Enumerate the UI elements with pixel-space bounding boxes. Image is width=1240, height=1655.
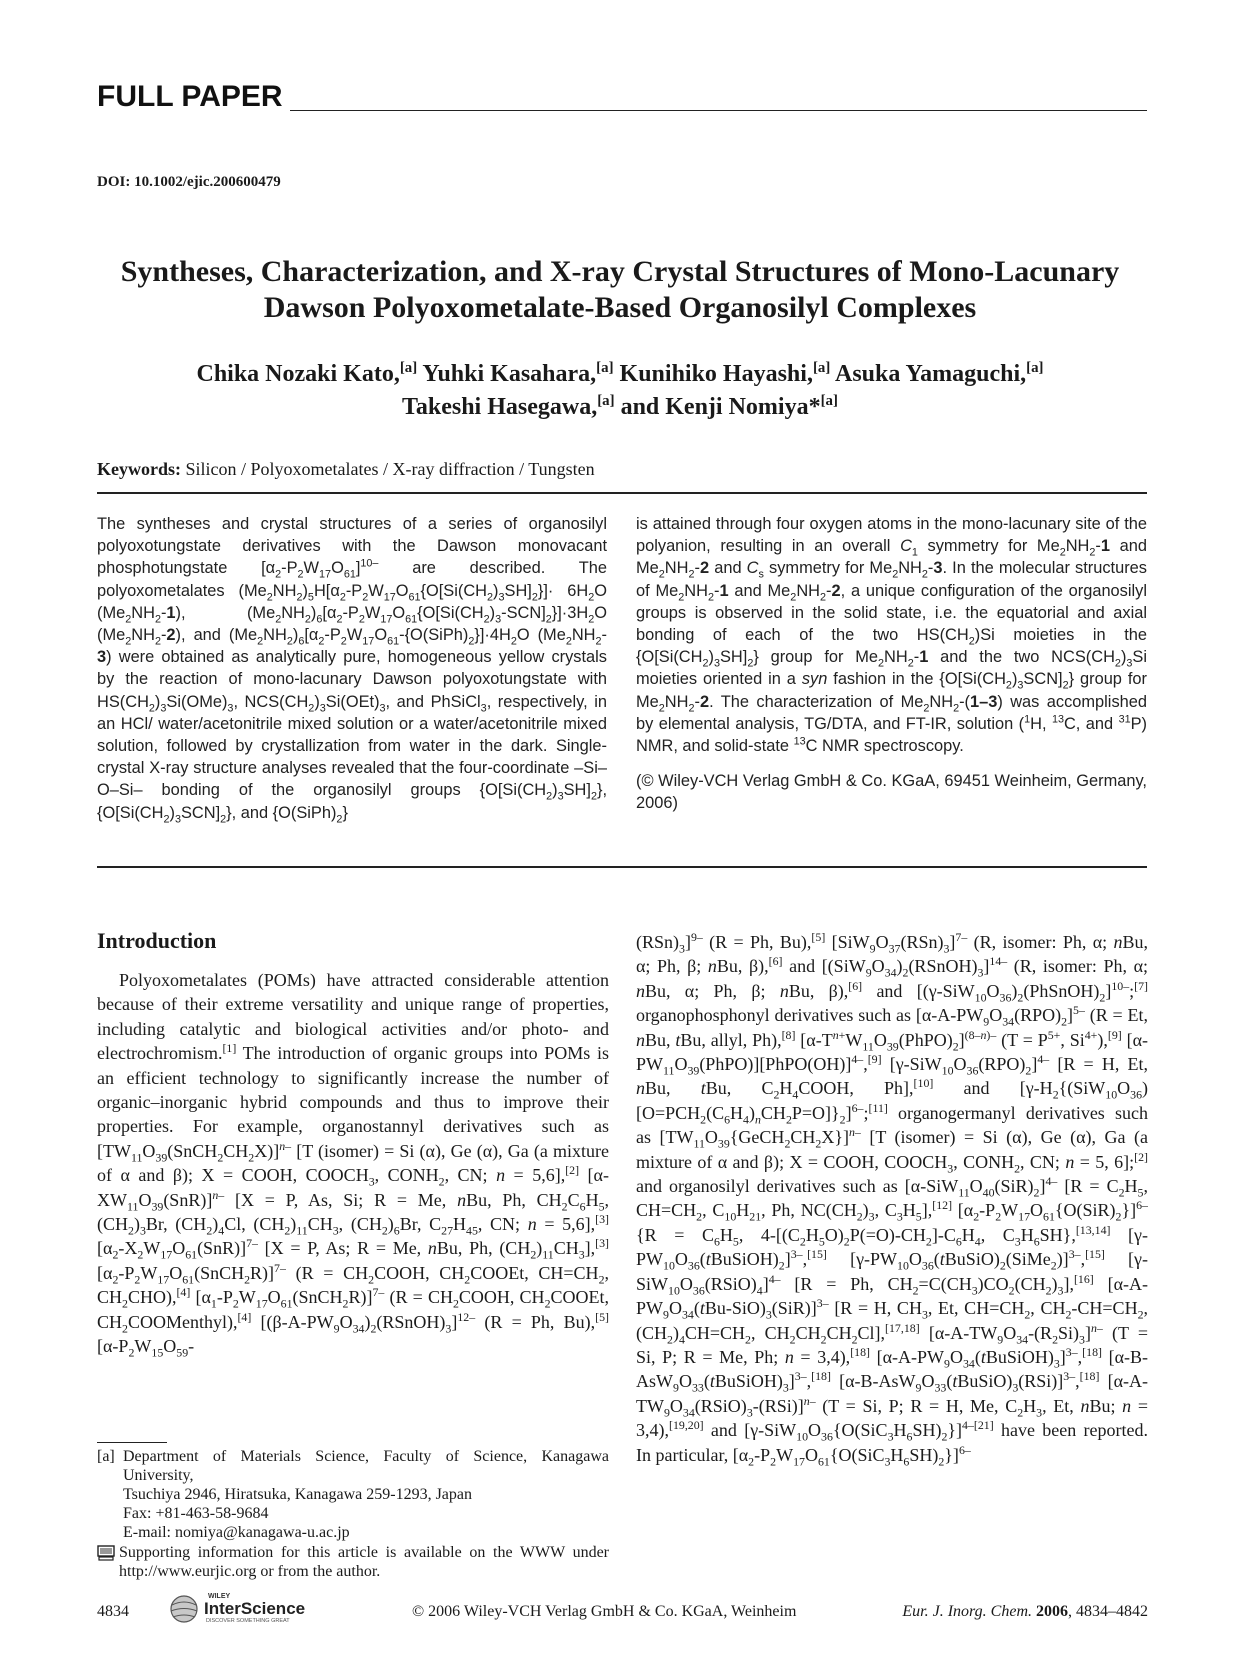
intro-right-column bbox=[636, 930, 1148, 1467]
journal-pages: , 4834–4842 bbox=[1068, 1603, 1148, 1620]
section-heading: Introduction bbox=[97, 928, 217, 953]
abstract-right-column bbox=[636, 513, 1147, 815]
keywords-value: Silicon / Polyoxometalates / X-ray diffraction / Tungsten bbox=[185, 459, 595, 479]
footnote-affiliation: Department of Materials Science, Faculty of Science, Kanagawa University, bbox=[123, 1448, 609, 1484]
article-title bbox=[80, 254, 1160, 326]
affiliation-mark: [a] bbox=[812, 360, 831, 376]
author-name: Yuhki Kasahara, bbox=[422, 361, 597, 387]
journal-citation bbox=[888, 1603, 1148, 1621]
affiliation-mark: [a] bbox=[820, 393, 838, 409]
section-label: FULL PAPER bbox=[97, 80, 283, 113]
svg-text:DISCOVER SOMETHING GREAT: DISCOVER SOMETHING GREAT bbox=[206, 1618, 290, 1624]
author-name: Chika Nozaki Kato, bbox=[196, 361, 400, 387]
abstract-copyright: (© Wiley-VCH Verlag GmbH & Co. KGaA, 69451 Weinheim, Germany, 2006) bbox=[636, 772, 1147, 813]
affiliation-mark: [a] bbox=[597, 393, 615, 409]
supporting-info bbox=[97, 1543, 609, 1581]
author-name: Takeshi Hasegawa, bbox=[402, 394, 598, 420]
doi: DOI: 10.1002/ejic.200600479 bbox=[97, 174, 281, 190]
footnote-rule bbox=[97, 1442, 167, 1443]
supporting-info-text: Supporting information for this article is available on the WWW under http://www.eurjic.org or from the author. bbox=[119, 1544, 609, 1580]
abstract-left-column bbox=[97, 513, 607, 824]
header-rule bbox=[290, 110, 1147, 111]
body-paragraph: $(RSn)_3]^{9-}$ (R = Ph, Bu),[5] $[SiW_9O_{37}(RSn)_3]^{7-}$ (R, isomer: Ph, α; nBu, α; Ph, β; nBu, β),[6] and $[(SiW_9O_{34})_2(RSnOH)_3]^{14-}$ (R, isomer: Ph, α; nBu, α; Ph, β; nBu, β),[6] and $[(\gamma-SiW_{10}O_{36})_2(PhSnOH)_2]^{10-};[7]$ organophosphonyl derivatives such as $[\alpha-A-PW_9O_{34}(RPO)_2]^{5-}$ (R = Et, nBu, tBu, allyl, Ph),[8] $[\alpha-T^{n+}W_{11}O_{39}(PhPO)_2]^{(8-n)-}$ ($T = P^{5+}$, $Si^{4+}),[9]$ $[\alpha-PW_{11}O_{39}(PhPO)][PhPO(OH)]^{4-},[9]$ $[\gamma-SiW_{10}O_{36}(RPO)_2]^{4-}$ [R = H, Et, nBu, tBu, $C_2H_4COOH$, Ph],[10] and $[\gamma-H_2\{(SiW_{10}O_{36})[O=PCH_2(C_6H_4)_nCH_2P=O]\}_2]^{6-};[11]$ organogermanyl derivatives such as $[TW_{11}O_{39}\{GeCH_2CH_2X\}]^{n-}$ [T (isomer) = Si (α), Ge (α), Ga (a mixture of α and β); X = COOH, $COOCH_3$, $CONH_2$, CN; n = 5, 6];[2] and organosilyl derivatives such as $[\alpha-SiW_{11}O_{40}(SiR)_2]^{4-}$ [$R = C_2H_5$, $CH=CH_2$, $C_{10}H_{21}$, Ph, $NC(CH_2)_3$, $C_3H_5],[12]$ $[\alpha_2-P_2W_{17}O_{61}\{O(SiR)_2\}]^{6-}$ {$R = C_6H_5$, $4-[(C_2H_5O)_2P(=O)-CH_2]-C_6H_4$, $C_3H_6SH\},[13,14]$ $[\gamma-PW_{10}O_{36}(tBuSiOH)_2]^{3-},[15]$ $[\gamma-PW_{10}O_{36}(tBuSiO)_2(SiMe_2)]^{3-},[15]$ $[\gamma-SiW_{10}O_{36}(RSiO)_4]^{4-}$ [R = Ph, $CH_2=C(CH_3)CO_2(CH_2)_3],[16]$ $[\alpha-A-PW_9O_{34}(tBu-SiO)_3(SiR)]^{3-}$ [R = H, $CH_3$, Et, $CH=CH_2$, $CH_2-CH=CH_2$, $(CH_2)_4CH=CH_2$, $CH_2CH_2CH_2Cl],[17,18]$ $[\alpha-A-TW_9O_{34}-(R_2Si)_3]^{n-}$ (T = Si, P; R = Me, Ph; n = 3,4),[18] $[\alpha-A-PW_9O_{34}(tBuSiOH)_3]^{3-},[18]$ $[\alpha-B-AsW_9O_{33}(tBuSiOH)_3]^{3-},[18]$ $[\alpha-B-AsW_9O_{33}(tBuSiO)_3(RSi)]^{3-},[18]$ $[\alpha-A-TW_9O_{34}(RSiO)_3-(RSi)]^{n-}$ (T = Si, P; R = H, Me, $C_2H_3$, Et, nBu; n = 3,4),[19,20] and $[\gamma-SiW_{10}O_{36}\{O(SiC_3H_6SH)_2\}]^{4-[21]}$ have been reported. In particular, $[\alpha_2-P_2W_{17}O_{61}\{O(SiC_3H_6SH)_2\}]^{6-}$ bbox=[636, 930, 1149, 1469]
journal-name: Eur. J. Inorg. Chem. bbox=[902, 1603, 1032, 1620]
footnote-address: Tsuchiya 2946, Hiratsuka, Kanagawa 259-1293, Japan bbox=[123, 1486, 473, 1503]
author-name: and Kenji Nomiya* bbox=[620, 394, 821, 420]
intro-left-column bbox=[97, 968, 609, 1359]
body-paragraph: Polyoxometalates (POMs) have attracted considerable attention because of their extreme versatility and unique range of properties, including catalytic and biological activities and/or photo- and electrochromism.[1] The introduction of organic groups into POMs is an efficient technology to significantly increase the number of organic–inorganic hybrid compounds and thus to improve their properties. For example, organostannyl derivatives such as $[TW_{11}O_{39}(SnCH_2CH_2X)]^{n-}$ [T (isomer) = Si (α), Ge (α), Ga (a mixture of α and β); X = COOH, $COOCH_3$, $CONH_2$, CN; n = 5,6],[2] $[\alpha-XW_{11}O_{39}(SnR)]^{n-}$ [X = P, As, Si; R = Me, nBu, Ph, $CH_2C_6H_5$, $(CH_2)_3Br$, $(CH_2)_4Cl$, $(CH_2)_{11}CH_3$, $(CH_2)_6Br$, $C_{27}H_{45}$, CN; n = 5,6],[3] $[\alpha_2-X_2W_{17}O_{61}(SnR)]^{7-}$ [X = P, As; R = Me, nBu, Ph, $(CH_2)_{11}CH_3],[3]$ $[\alpha_2-P_2W_{17}O_{61}(SnCH_2R)]^{7-}$ ($R = CH_2COOH$, $CH_2COOEt$, $CH=CH_2$, $CH_2CHO),[4]$ $[\alpha_1-P_2W_{17}O_{61}(SnCH_2R)]^{7-}$ ($R = CH_2COOH$, $CH_2COOEt$, $CH_2COOMenthyl),[4]$ $[(\beta-A-PW_9O_{34})_2(RSnOH)_3]^{12-}$ (R = Ph, Bu),[5] [$\alpha-P_2W_{15}O_{59}-$ bbox=[97, 970, 610, 1360]
journal-year: 2006 bbox=[1036, 1603, 1068, 1620]
interscience-logo bbox=[168, 1589, 333, 1625]
affiliation-mark: [a] bbox=[399, 360, 418, 376]
globe-icon bbox=[171, 1596, 197, 1622]
abstract-text: is attained through four oxygen atoms in the mono-lacunary site of the polyanion, resulting in an overall $C_1$ symmetry for $Me_2NH_2-1$ and $Me_2NH_2-2$ and $C_s$ symmetry for $Me_2NH_2-3$. In the molecular structures of $Me_2NH_2-1$ and $Me_2NH_2-2$, a unique configuration of the organosilyl groups is observed in the solid state, i.e. the equatorial and axial bonding of each of the two $HS(CH_2)Si$ moieties in the $\{O[Si(CH_2)_3SH]_2\}$ group for $Me_2NH_2-1$ and the two $NCS(CH_2)_3Si$ moieties oriented in a syn fashion in the $\{O[Si(CH_2)_3SCN]_2\}$ group for $Me_2NH_2-2$. The characterization of $Me_2NH_2-(1-3)$ was accomplished by elemental analysis, TG/DTA, and FT-IR, solution ($^1$H, $^{13}$C, and $^{31}$P) NMR, and solid-state $^{13}$C NMR spectroscopy. bbox=[636, 515, 1147, 756]
affiliation-mark: [a] bbox=[596, 360, 614, 376]
title-line-2: Dawson Polyoxometalate-Based Organosilyl Complexes bbox=[263, 291, 977, 324]
title-line-1: Syntheses, Characterization, and X-ray Crystal Structures of Mono-Lacunary bbox=[120, 255, 1120, 288]
author-line-1 bbox=[80, 358, 1160, 391]
footer-copyright: © 2006 Wiley-VCH Verlag GmbH & Co. KGaA, Weinheim bbox=[412, 1603, 797, 1620]
keywords-label: Keywords: bbox=[97, 459, 181, 479]
page-number: 4834 bbox=[97, 1603, 129, 1620]
abstract-rule-bottom bbox=[97, 866, 1147, 868]
affiliation-mark: [a] bbox=[1026, 360, 1044, 376]
svg-text:InterScience: InterScience bbox=[204, 1599, 306, 1618]
author-name: Kunihiko Hayashi, bbox=[619, 361, 813, 387]
footnote-fax: Fax: +81-463-58-9684 bbox=[123, 1505, 269, 1522]
footnote-key: [a] bbox=[97, 1448, 115, 1465]
abstract-rule-top bbox=[97, 492, 1147, 494]
svg-text:WILEY: WILEY bbox=[208, 1593, 231, 1600]
author-list bbox=[80, 358, 1160, 424]
author-line-2 bbox=[80, 391, 1160, 424]
abstract-text: The syntheses and crystal structures of a series of organosilyl polyoxotungstate derivatives with the Dawson monovacant phosphotungstate $[\alpha_2-P_2W_{17}O_{61}]^{10-}$ are described. The polyoxometalates $(Me_2NH_2)_5H[\alpha_2-P_2W_{17}O_{61}\{O[Si(CH_2)_3SH]_2\}]\cdot 6H_2O$ $(Me_2NH_2-1)$, $(Me_2NH_2)_6[\alpha_2-P_2W_{17}O_{61}\{O[Si(CH_2)_3-SCN]_2\}]\cdot 3H_2O$ $(Me_2NH_2-2)$, and $(Me_2NH_2)_6[\alpha_2-P_2W_{17}O_{61}-\{O(SiPh)_2\}]\cdot 4H_2O$ $(Me_2NH_2-3)$ were obtained as analytically pure, homogeneous yellow crystals by the reaction of mono-lacunary Dawson polyoxotungstate with $HS(CH_2)_3Si(OMe)_3$, $NCS(CH_2)_3Si(OEt)_3$, and PhSiCl$_3$, respectively, in an HCl/ water/acetonitrile mixed solution or a water/acetonitrile mixed solution, followed by crystallization from water in the dark. Single-crystal X-ray structure analyses revealed that the four-coordinate –Si–O–Si– bonding of the organosilyl groups $\{O[Si(CH_2)_3SH]_2\}$, $\{O[Si(CH_2)_3SCN]_2\}$, and $\{O(SiPh)_2\}$ bbox=[97, 515, 608, 825]
monitor-icon bbox=[97, 1543, 119, 1581]
keywords bbox=[97, 459, 595, 480]
author-name: Asuka Yamaguchi, bbox=[835, 361, 1027, 387]
footnote-email: E-mail: nomiya@kanagawa-u.ac.jp bbox=[123, 1524, 350, 1541]
affiliation-footnote bbox=[97, 1447, 609, 1581]
